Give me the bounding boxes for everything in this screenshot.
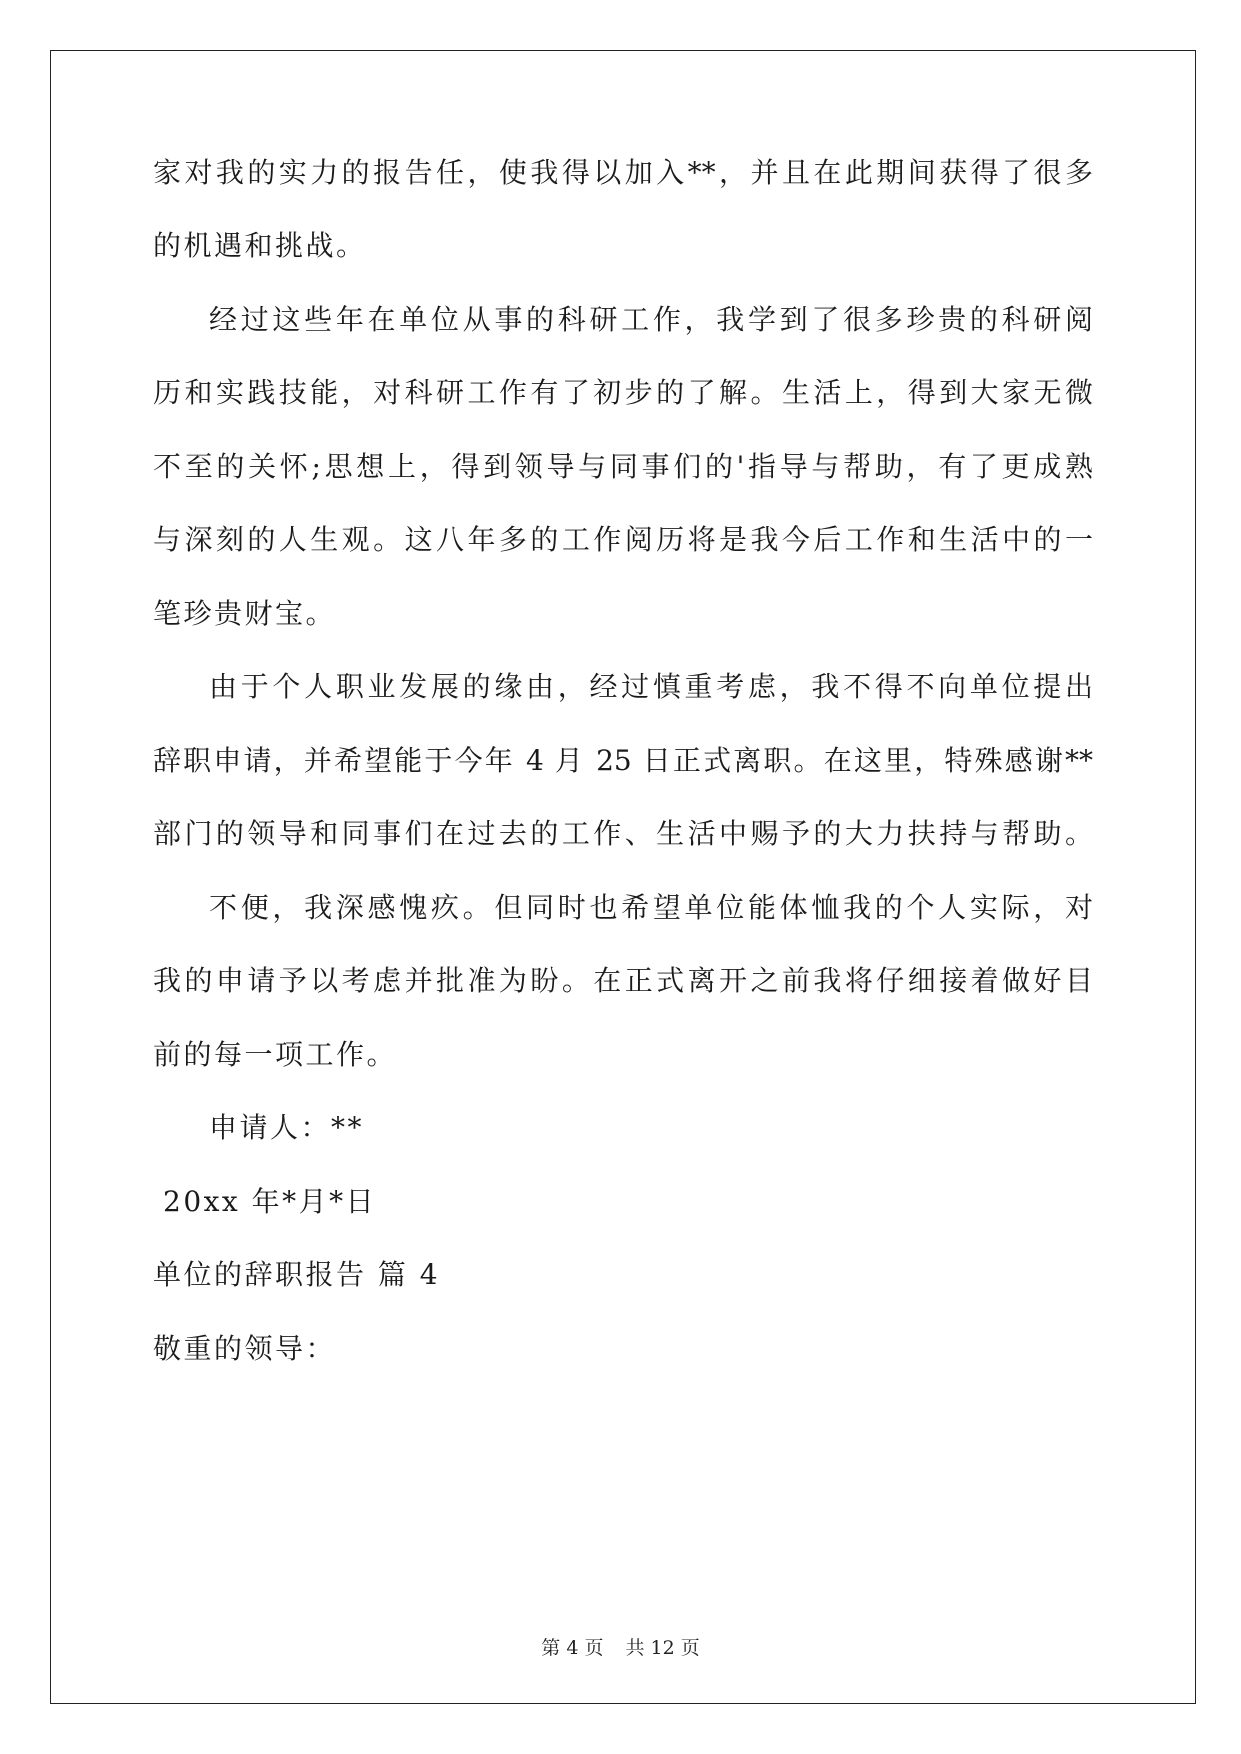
paragraph-line: 的机遇和挑战。 [153, 229, 367, 262]
salutation: 敬重的领导： [153, 1332, 337, 1365]
page-border [50, 50, 1196, 1704]
paragraph-line: 历和实践技能，对科研工作有了初步的了解。生活上，得到大家无微 [153, 376, 1093, 409]
paragraph-line: 我的申请予以考虑并批准为盼。在正式离开之前我将仔细接着做好目 [153, 964, 1093, 997]
paragraph-line: 辞职申请，并希望能于今年 4 月 25 日正式离职。在这里，特殊感谢** [153, 744, 1093, 777]
paragraph-line: 与深刻的人生观。这八年多的工作阅历将是我今后工作和生活中的一 [153, 523, 1093, 556]
paragraph-line: 由于个人职业发展的缘由，经过慎重考虑，我不得不向单位提出 [209, 670, 1093, 703]
section-heading: 单位的辞职报告 篇 4 [153, 1258, 441, 1291]
page-footer [0, 1636, 1241, 1660]
paragraph-line: 经过这些年在单位从事的科研工作，我学到了很多珍贵的科研阅 [209, 303, 1093, 336]
signature-line: 申请人：** [209, 1111, 365, 1144]
page-total: 共 12 页 [625, 1637, 700, 1659]
paragraph-line: 笔珍贵财宝。 [153, 597, 337, 630]
paragraph-line: 不便，我深感愧疚。但同时也希望单位能体恤我的个人实际，对 [209, 891, 1093, 924]
date-line: 20xx 年*月*日 [163, 1185, 377, 1218]
paragraph-line: 前的每一项工作。 [153, 1038, 398, 1071]
paragraph-line: 不至的关怀;思想上，得到领导与同事们的'指导与帮助，有了更成熟 [153, 450, 1093, 483]
paragraph-line: 部门的领导和同事们在过去的工作、生活中赐予的大力扶持与帮助。 [153, 817, 1093, 850]
page-number: 第 4 页 [541, 1637, 604, 1659]
paragraph-line: 家对我的实力的报告任，使我得以加入**，并且在此期间获得了很多 [153, 156, 1093, 189]
